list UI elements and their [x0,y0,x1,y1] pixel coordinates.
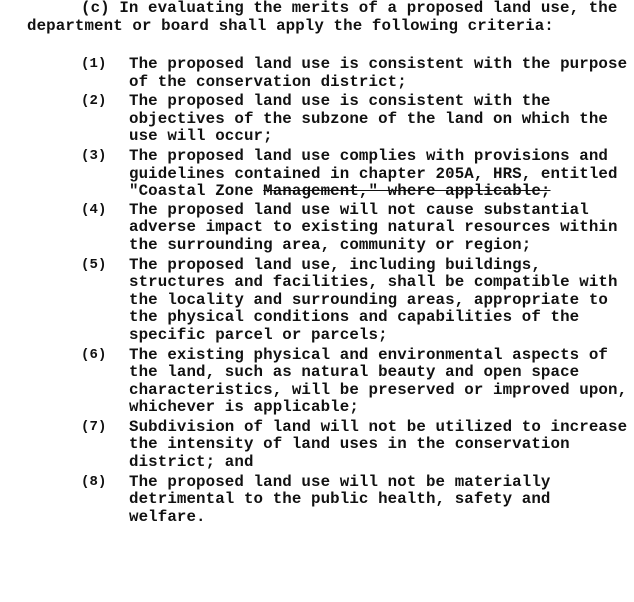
criterion-text [129,148,629,201]
criterion-2 [0,93,634,146]
struck-text: Management," where applicable; [263,182,551,201]
criterion-text: The proposed land use, including buildings, structures and facilities, shall be compatible with the locality and surrounding areas, appropriate to the physical conditions and capabilities of the specific parcel or parcels; [129,255,618,344]
criterion-number: (3) [81,147,107,164]
criterion-8 [0,474,634,527]
criterion-number: (6) [81,346,107,363]
criterion-text: Subdivision of land will not be utilized to increase the intensity of land uses in the conservation district; and [129,417,628,472]
intro-paragraph: (c) In evaluating the merits of a proposed land use, the department or board shall apply the following criteria: [27,0,618,35]
criterion-text: The proposed land use is consistent with the purpose of the conservation district; [129,55,628,91]
criterion-5 [0,257,634,345]
criteria-list [0,56,634,526]
criterion-4 [0,202,634,255]
criterion-6 [0,347,634,417]
criterion-text-main: The proposed land use complies with provisions and guidelines contained in chapter 205A, HRS, entitled "Coastal Zone [129,146,618,201]
criterion-text: The existing physical and environmental aspects of the land, such as natural beauty and open space characteristics, will be preserved or improved upon, whichever is applicable; [129,345,628,417]
criterion-text: The proposed land use will not cause substantial adverse impact to existing natural resources within the surrounding area, community or region; [129,200,618,254]
criterion-number: (2) [81,93,107,110]
criterion-number: (4) [81,201,107,218]
criterion-number: (5) [81,256,107,273]
criterion-text: The proposed land use will not be materially detrimental to the public health, safety and welfare. [129,472,551,526]
criterion-number: (7) [81,418,107,435]
criterion-7 [0,419,634,472]
criterion-text: The proposed land use is consistent with the objectives of the subzone of the land on which the use will occur; [129,92,608,146]
criterion-number: (8) [81,473,107,490]
criterion-number: (1) [81,56,107,72]
criterion-1 [0,56,634,91]
criterion-3 [0,148,634,201]
